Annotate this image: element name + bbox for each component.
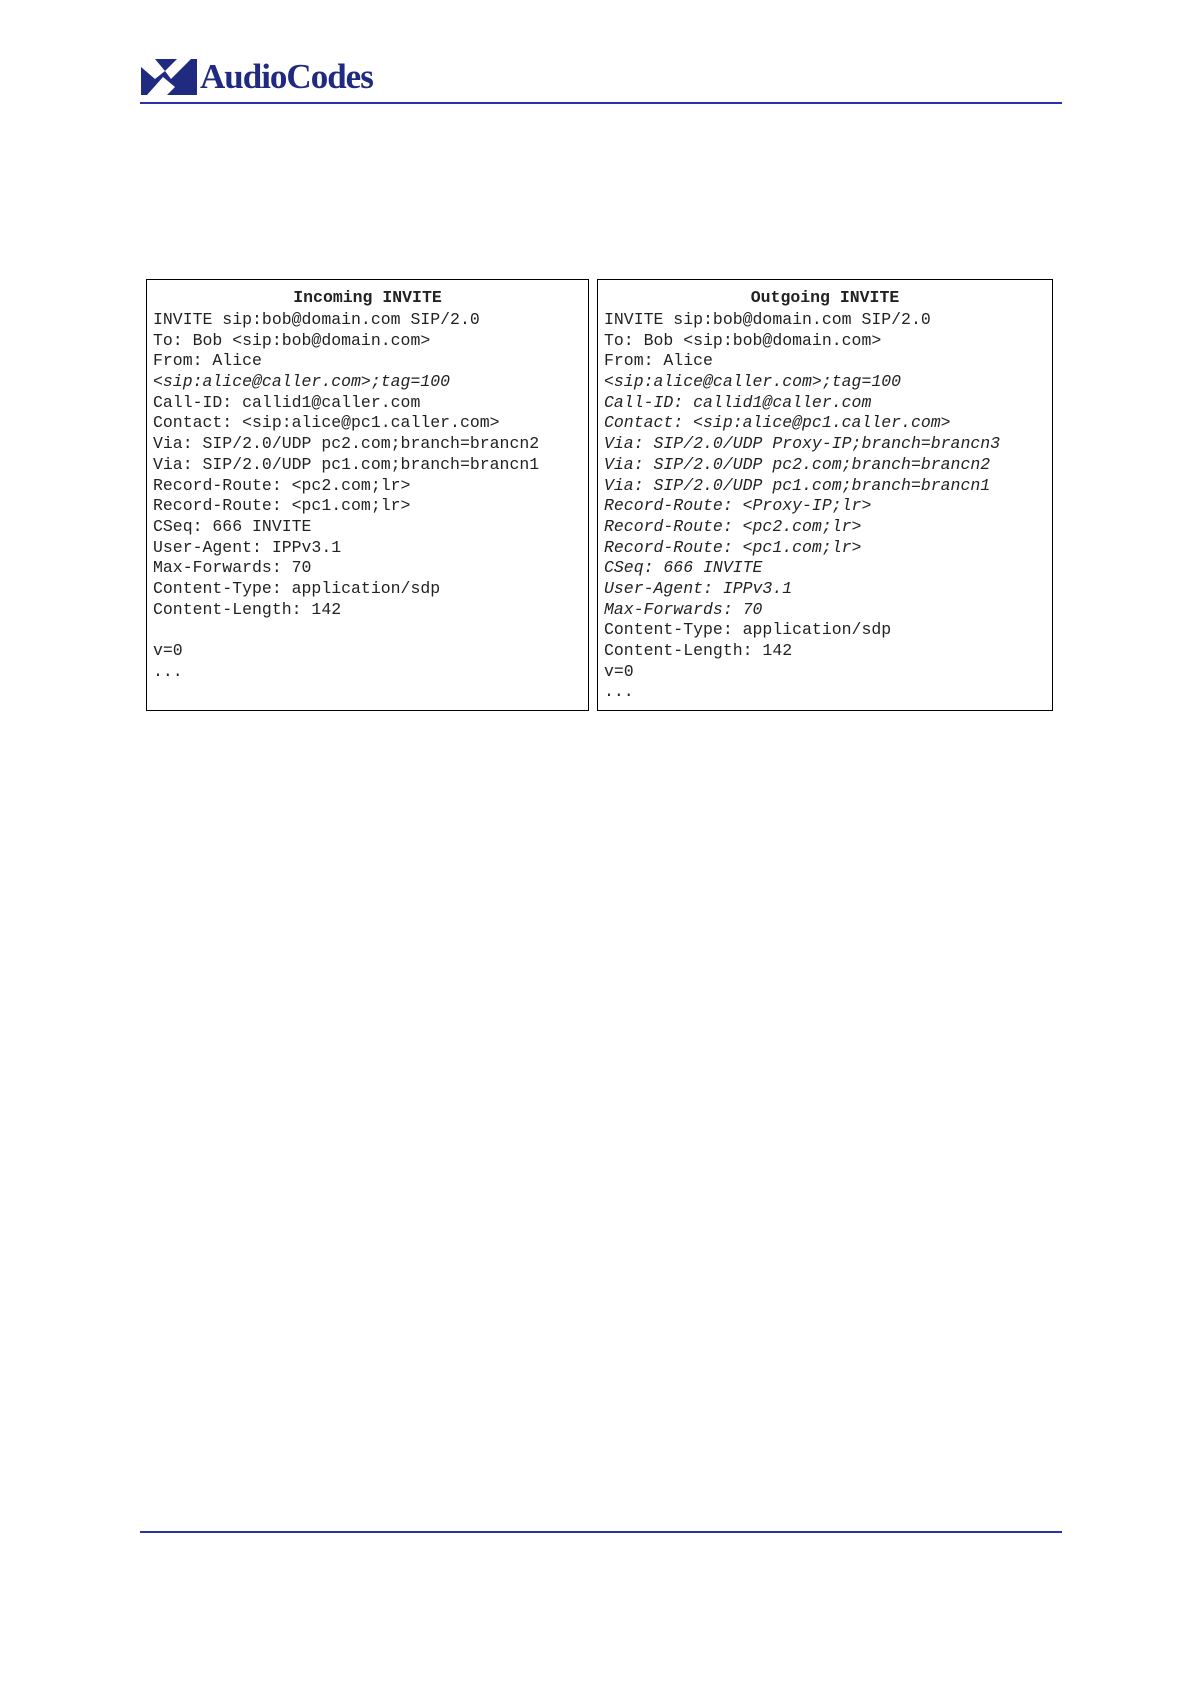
logo [141, 56, 373, 98]
outgoing-line: From: Alice [604, 351, 713, 371]
outgoing-line: Record-Route: <pc2.com;lr> [604, 516, 862, 536]
outgoing-line: User-Agent: IPPv3.1 [604, 578, 793, 598]
incoming-line: Record-Route: <pc2.com;lr> [153, 475, 411, 495]
footer-rule [140, 1531, 1062, 1533]
incoming-line: Content-Length: 142 [153, 599, 342, 619]
incoming-line: INVITE sip:bob@domain.com SIP/2.0 [153, 310, 480, 329]
incoming-line: Content-Type: application/sdp [153, 578, 441, 598]
incoming-line: Call-ID: callid1@caller.com [153, 392, 421, 412]
incoming-line: To: Bob <sip:bob@domain.com> [153, 330, 431, 350]
outgoing-invite-panel [597, 279, 1053, 711]
incoming-line: Max-Forwards: 70 [153, 558, 312, 578]
incoming-line: User-Agent: IPPv3.1 [153, 537, 342, 557]
outgoing-line: Content-Length: 142 [604, 641, 793, 660]
audiocodes-logo-icon [141, 57, 197, 97]
outgoing-line: Via: SIP/2.0/UDP Proxy-IP;branch=brancn3 [604, 434, 1001, 454]
outgoing-line: Record-Route: <Proxy-IP;lr> [604, 496, 872, 516]
incoming-line: Contact: <sip:alice@pc1.caller.com> [153, 413, 500, 433]
incoming-line: From: Alice [153, 351, 262, 371]
incoming-line: <sip:alice@caller.com>;tag=100 [153, 372, 451, 392]
incoming-invite-panel [146, 279, 589, 711]
incoming-line: CSeq: 666 INVITE [153, 516, 312, 536]
outgoing-line: ... [604, 682, 634, 702]
header-rule [140, 102, 1062, 104]
outgoing-line: v=0 [604, 661, 634, 681]
outgoing-line: Via: SIP/2.0/UDP pc1.com;branch=brancn1 [604, 475, 991, 495]
outgoing-line: Record-Route: <pc1.com;lr> [604, 537, 862, 557]
incoming-line: Via: SIP/2.0/UDP pc1.com;branch=brancn1 [153, 454, 540, 474]
incoming-line: Via: SIP/2.0/UDP pc2.com;branch=brancn2 [153, 434, 540, 454]
outgoing-line: Content-Type: application/sdp [604, 620, 892, 640]
outgoing-line: <sip:alice@caller.com>;tag=100 [604, 372, 902, 392]
incoming-line [153, 620, 588, 641]
outgoing-line: Max-Forwards: 70 [604, 599, 763, 619]
outgoing-line: Via: SIP/2.0/UDP pc2.com;branch=brancn2 [604, 454, 991, 474]
incoming-line: Record-Route: <pc1.com;lr> [153, 496, 411, 516]
incoming-line: v=0 [153, 641, 183, 660]
outgoing-line: To: Bob <sip:bob@domain.com> [604, 330, 882, 350]
incoming-line: ... [153, 661, 183, 681]
outgoing-line: Call-ID: callid1@caller.com [604, 392, 872, 412]
outgoing-line: Contact: <sip:alice@pc1.caller.com> [604, 413, 951, 433]
outgoing-line: INVITE sip:bob@domain.com SIP/2.0 [604, 310, 931, 329]
logo-text: AudioCodes [200, 57, 373, 96]
incoming-invite-title: Incoming INVITE [293, 288, 442, 307]
outgoing-line: CSeq: 666 INVITE [604, 558, 763, 578]
outgoing-invite-title: Outgoing INVITE [750, 288, 900, 307]
